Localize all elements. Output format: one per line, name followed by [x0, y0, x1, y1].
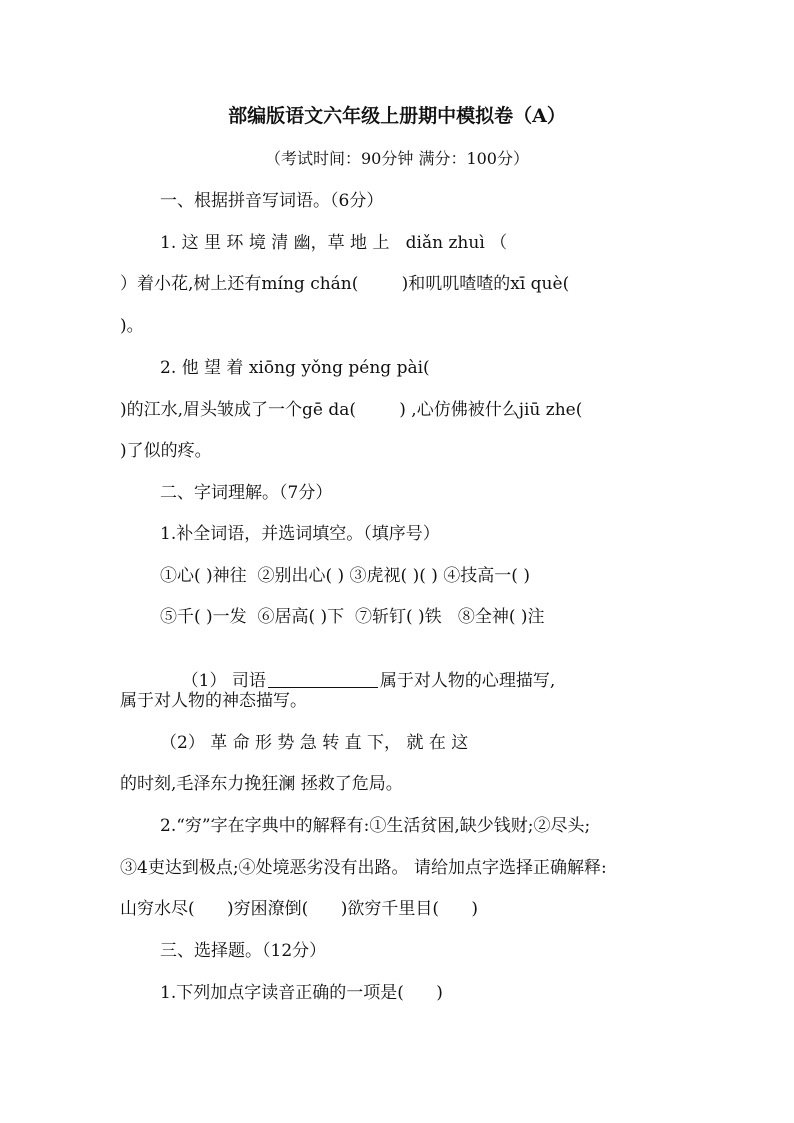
s2-sub2-line2: 的时刻,毛泽东力挽狂澜 拯救了危局。 — [120, 774, 403, 794]
section2-heading: 二、字词理解。（7分） — [160, 483, 333, 503]
section1-heading: 一、根据拼音写词语。（6分） — [160, 191, 384, 211]
s2-sub2-line1: （2） 革 命 形 势 急 转 直 下， 就 在 这 — [160, 733, 469, 753]
s2-q1-intro: 1.补全词语，并选词填空。（填序号） — [160, 524, 440, 544]
section3-heading: 三、选择题。（12分） — [160, 941, 327, 961]
s2-words-row1: ①心( )神往 ②别出心( ) ③虎视( )( ) ④技高一( ) — [160, 566, 530, 586]
s1-q2-line1: 2. 他 望 着 xiōng yǒng péng pài( — [160, 358, 430, 378]
s2-sub1-text: 属于对人物的心理描写, — [379, 671, 556, 691]
answer-blank — [268, 671, 378, 688]
page-title: 部编版语文六年级上册期中模拟卷（A） — [228, 105, 566, 127]
s2-sub1-line2: 属于对人物的神态描写。 — [120, 691, 307, 711]
s1-q1-line2: ）着小花,树上还有míng chán( )和叽叽喳喳的xī què( — [120, 274, 570, 294]
s1-q1-line3: )。 — [120, 316, 144, 336]
s2-words-row2: ⑤千( )一发 ⑥居高( )下 ⑦斩钉( )铁 ⑧全神( )注 — [160, 607, 545, 627]
s3-q1: 1.下列加点字读音正确的一项是( ) — [160, 983, 443, 1003]
s2-q2-line2: ③4吏达到极点;④处境恶劣没有出路。 请给加点字选择正确解释: — [120, 858, 607, 878]
s2-sub1-label: （1） 司语 — [181, 671, 266, 691]
exam-info: （考试时间：90分钟 满分：100分） — [265, 149, 529, 168]
s2-q2-line1: 2.“穷”字在字典中的解释有:①生活贫困,缺少钱财;②尽头; — [160, 816, 591, 836]
s1-q2-line2: )的江水,眉头皱成了一个gē da( ) ,心仿佛被什么jiū zhe( — [120, 400, 583, 420]
s1-q2-line3: )了似的疼。 — [120, 441, 212, 461]
s2-q2-line3: 山穷水尽( )穷困潦倒( )欲穷千里目( ) — [120, 899, 479, 919]
s1-q1-line1: 1. 这 里 环 境 清 幽，草 地 上 diǎn zhuì （ — [160, 233, 508, 253]
